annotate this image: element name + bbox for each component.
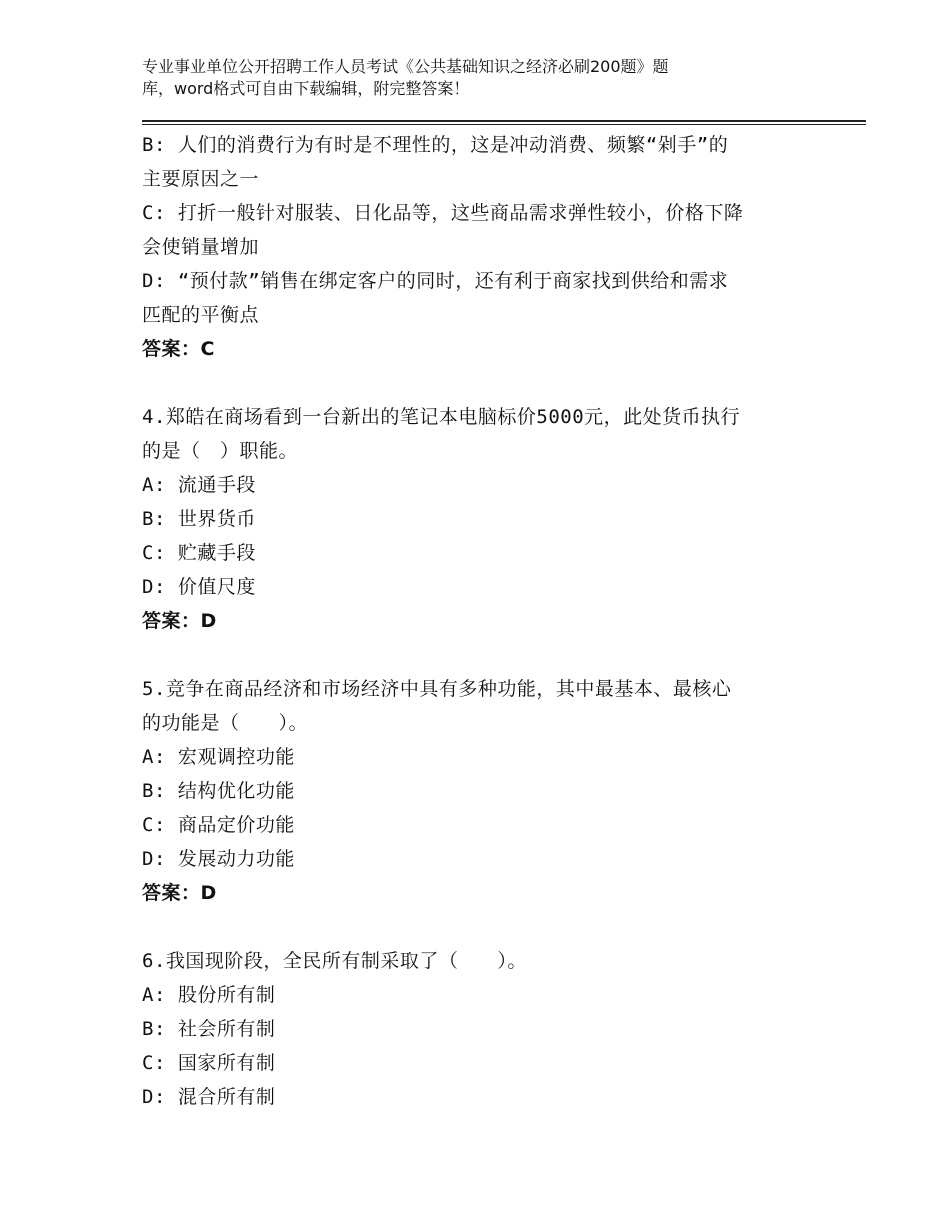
q3-option-b-line-2: 主要原因之一 — [142, 168, 260, 190]
q3-answer: 答案：C — [142, 338, 215, 360]
header-divider — [142, 120, 866, 125]
question-6 — [142, 944, 822, 1114]
question-3 — [142, 128, 822, 366]
q6-stem-line-1: 6.我国现阶段，全民所有制采取了（ ）。 — [142, 950, 527, 972]
q4-stem-line-2: 的是（ ）职能。 — [142, 440, 299, 462]
q4-option-d: D: 价值尺度 — [142, 576, 256, 598]
question-list — [142, 128, 822, 1114]
q5-option-c: C: 商品定价功能 — [142, 814, 295, 836]
q3-option-d-line-1: D: “预付款”销售在绑定客户的同时，还有利于商家找到供给和需求 — [142, 270, 729, 292]
q4-answer: 答案：D — [142, 610, 217, 632]
q6-option-b: B: 社会所有制 — [142, 1018, 276, 1040]
q4-option-b: B: 世界货币 — [142, 508, 256, 530]
q5-stem-line-2: 的功能是（ ）。 — [142, 712, 309, 734]
q5-option-d: D: 发展动力功能 — [142, 848, 295, 870]
spacer — [142, 366, 822, 400]
page-header — [142, 56, 782, 100]
q4-stem-line-1: 4.郑皓在商场看到一台新出的笔记本电脑标价5000元，此处货币执行 — [142, 406, 741, 428]
q3-option-d-line-2: 匹配的平衡点 — [142, 304, 260, 326]
q4-option-c: C: 贮藏手段 — [142, 542, 256, 564]
q4-option-a: A: 流通手段 — [142, 474, 256, 496]
q6-option-d: D: 混合所有制 — [142, 1086, 276, 1108]
spacer — [142, 638, 822, 672]
q6-option-a: A: 股份所有制 — [142, 984, 276, 1006]
question-4 — [142, 400, 822, 638]
question-5 — [142, 672, 822, 910]
q3-option-b-line-1: B: 人们的消费行为有时是不理性的，这是冲动消费、频繁“剁手”的 — [142, 134, 729, 156]
header-title-line-1: 专业事业单位公开招聘工作人员考试《公共基础知识之经济必刷200题》题 — [142, 57, 669, 76]
q5-answer: 答案：D — [142, 882, 217, 904]
q6-option-c: C: 国家所有制 — [142, 1052, 276, 1074]
q5-option-b: B: 结构优化功能 — [142, 780, 295, 802]
q5-option-a: A: 宏观调控功能 — [142, 746, 295, 768]
q3-option-c-line-2: 会使销量增加 — [142, 236, 260, 258]
spacer — [142, 910, 822, 944]
q3-option-c-line-1: C: 打折一般针对服装、日化品等，这些商品需求弹性较小，价格下降 — [142, 202, 744, 224]
header-title-line-2: 库，word格式可自由下载编辑，附完整答案！ — [142, 79, 470, 98]
q5-stem-line-1: 5.竞争在商品经济和市场经济中具有多种功能，其中最基本、最核心 — [142, 678, 732, 700]
